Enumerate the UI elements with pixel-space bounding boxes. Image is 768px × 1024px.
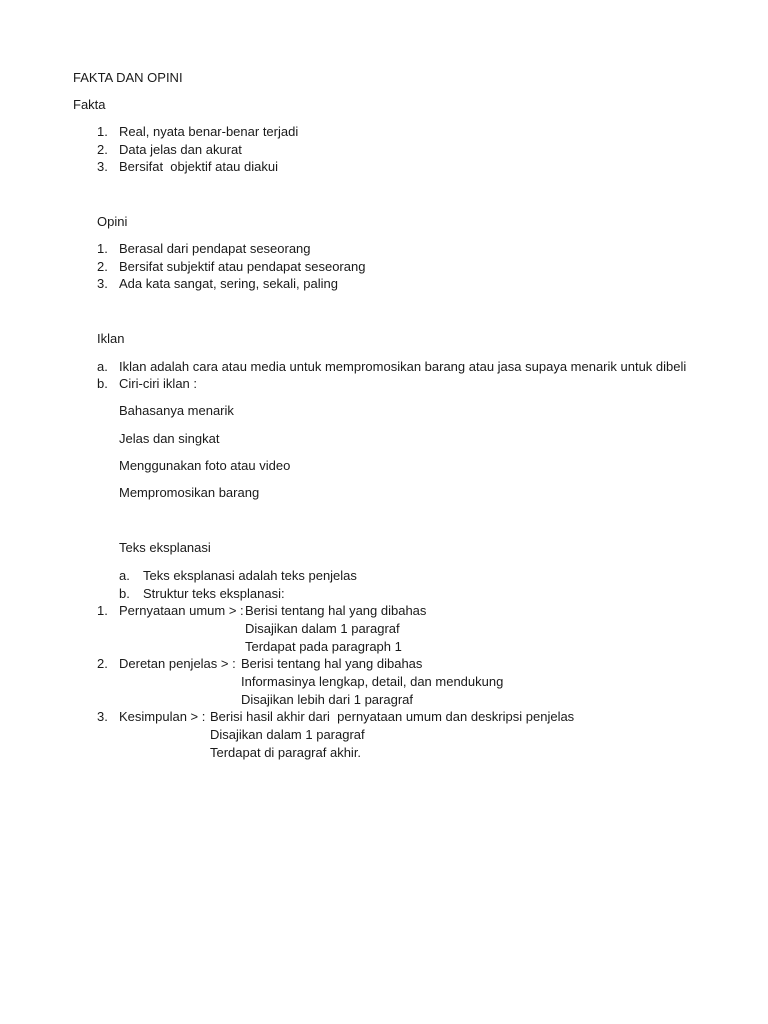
struktur-line: Disajikan dalam 1 paragraf xyxy=(245,621,400,636)
struktur-label: Kesimpulan > : xyxy=(119,709,213,724)
list-marker: 2. xyxy=(97,142,108,157)
section-heading-iklan: Iklan xyxy=(97,331,125,346)
ciri-iklan-item: Mempromosikan barang xyxy=(119,485,260,500)
list-marker: b. xyxy=(119,586,130,601)
list-marker: a. xyxy=(97,359,108,374)
struktur-line: Terdapat di paragraf akhir. xyxy=(210,745,362,760)
list-item-text: Real, nyata benar-benar terjadi xyxy=(119,124,299,139)
list-item-text: Ada kata sangat, sering, sekali, paling xyxy=(119,276,338,291)
list-marker: 1. xyxy=(97,603,108,618)
struktur-line: Berisi tentang hal yang dibahas xyxy=(241,656,423,671)
document-title: FAKTA DAN OPINI xyxy=(73,70,183,85)
list-item-text: Iklan adalah cara atau media untuk mempromosikan barang atau jasa supaya menarik untuk dibeli xyxy=(119,359,687,374)
list-item-text: Struktur teks eksplanasi: xyxy=(143,586,285,601)
list-marker: 3. xyxy=(97,709,108,724)
list-marker: 1. xyxy=(97,124,108,139)
list-marker: 1. xyxy=(97,241,108,256)
struktur-line: Terdapat pada paragraph 1 xyxy=(245,639,402,654)
ciri-iklan-item: Bahasanya menarik xyxy=(119,403,234,418)
ciri-iklan-item: Menggunakan foto atau video xyxy=(119,458,291,473)
struktur-line: Berisi hasil akhir dari pernyataan umum dan deskripsi penjelas xyxy=(210,709,575,724)
ciri-iklan-item: Jelas dan singkat xyxy=(119,431,220,446)
list-item-text: Data jelas dan akurat xyxy=(119,142,242,157)
list-item-text: Ciri-ciri iklan : xyxy=(119,376,197,391)
list-item-text: Bersifat objektif atau diakui xyxy=(119,159,278,174)
struktur-line: Disajikan dalam 1 paragraf xyxy=(210,727,365,742)
list-item-text: Teks eksplanasi adalah teks penjelas xyxy=(143,568,357,583)
list-marker: 3. xyxy=(97,276,108,291)
list-marker: 2. xyxy=(97,656,108,671)
list-marker: 2. xyxy=(97,259,108,274)
struktur-label: Deretan penjelas > : xyxy=(119,656,243,671)
list-marker: a. xyxy=(119,568,130,583)
struktur-label: Pernyataan umum > : xyxy=(119,603,248,618)
section-heading-opini: Opini xyxy=(97,214,128,229)
struktur-line: Berisi tentang hal yang dibahas xyxy=(245,603,427,618)
list-marker: 3. xyxy=(97,159,108,174)
list-item-text: Bersifat subjektif atau pendapat seseorang xyxy=(119,259,366,274)
list-marker: b. xyxy=(97,376,108,391)
section-heading-fakta: Fakta xyxy=(73,97,106,112)
struktur-line: Informasinya lengkap, detail, dan mendukung xyxy=(241,674,504,689)
list-item-text: Berasal dari pendapat seseorang xyxy=(119,241,311,256)
section-heading-teks-eksplanasi: Teks eksplanasi xyxy=(119,540,211,555)
struktur-line: Disajikan lebih dari 1 paragraf xyxy=(241,692,413,707)
